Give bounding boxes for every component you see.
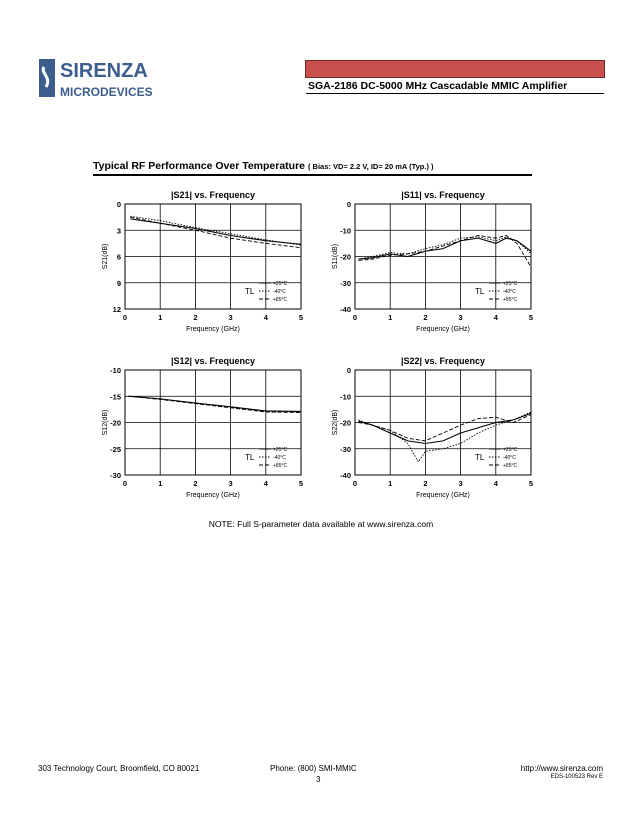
x-tick-label: 3 [458, 479, 463, 488]
footer-phone: Phone: (800) SMI-MMIC [270, 764, 357, 773]
y-tick-label: -40 [340, 305, 351, 314]
header-color-bar [305, 60, 605, 78]
series-line [359, 236, 531, 268]
legend-entry: -40°C [273, 289, 286, 295]
x-tick-label: 3 [228, 313, 233, 322]
x-axis-label: Frequency (GHz) [416, 326, 470, 333]
y-tick-label: 0 [346, 200, 351, 209]
y-tick-label: -15 [110, 392, 121, 402]
chart-title: |S21| vs. Frequency [170, 190, 256, 200]
legend-entry: +25°C [273, 281, 288, 287]
s11-chart [325, 184, 545, 336]
y-tick-label: 6 [116, 252, 121, 262]
y-tick-label: -30 [340, 278, 351, 288]
logo-sub-text: MICRODEVICES [60, 85, 153, 99]
legend-entry: +25°C [273, 447, 288, 453]
y-tick-label: 9 [116, 278, 121, 288]
logo-main-text: SIRENZA [60, 60, 148, 82]
y-tick-label: -30 [340, 444, 351, 454]
series-line [359, 238, 531, 259]
s21-chart [95, 184, 315, 336]
page-number: 3 [316, 775, 321, 784]
header-rule [306, 93, 604, 94]
x-tick-label: 2 [423, 479, 428, 488]
legend-entry: -40°C [503, 289, 516, 295]
sirenza-logo [36, 55, 156, 101]
x-tick-label: 5 [528, 479, 534, 488]
x-tick-label: 5 [298, 479, 304, 488]
x-tick-label: 0 [352, 479, 358, 488]
y-tick-label: -30 [110, 471, 121, 480]
x-tick-label: 4 [263, 313, 268, 322]
x-axis-label: Frequency (GHz) [416, 492, 470, 499]
chart-title: |S22| vs. Frequency [400, 356, 486, 366]
y-tick-label: 12 [112, 305, 121, 314]
note-text: NOTE: Full S-parameter data available at www.sirenza.com [208, 519, 434, 529]
legend-title: TL [475, 453, 485, 462]
y-tick-label: -25 [110, 444, 121, 454]
legend-entry: +85°C [273, 297, 288, 303]
x-tick-label: 5 [528, 313, 534, 322]
legend-title: TL [245, 453, 255, 462]
x-tick-label: 1 [388, 479, 393, 488]
x-tick-label: 0 [122, 479, 128, 488]
document-title: SGA-2186 DC-5000 MHz Cascadable MMIC Amplifier [308, 80, 568, 92]
legend-entry: +85°C [503, 463, 518, 469]
y-tick-label: -20 [110, 418, 121, 428]
series-line [129, 396, 301, 412]
x-tick-label: 0 [122, 313, 128, 322]
y-tick-label: 0 [346, 366, 351, 375]
x-axis-label: Frequency (GHz) [186, 326, 240, 333]
series-line [359, 415, 531, 441]
footer-url: http://www.sirenza.com [520, 764, 603, 773]
legend-entry: -40°C [503, 455, 516, 461]
section-title [93, 160, 434, 172]
section-bias: ( Bias: VD= 2.2 V, ID= 20 mA (Typ.) ) [307, 162, 434, 171]
x-tick-label: 3 [228, 479, 233, 488]
footer-doc-id: EDS-100523 Rev E [550, 774, 603, 780]
footer-address: 303 Technology Court, Broomfield, CO 80021 [38, 764, 200, 773]
legend-entry: +85°C [503, 297, 518, 303]
y-tick-label: -20 [340, 418, 351, 428]
x-tick-label: 1 [388, 313, 393, 322]
x-tick-label: 2 [423, 313, 428, 322]
x-tick-label: 3 [458, 313, 463, 322]
legend-entry: +25°C [503, 281, 518, 287]
legend-entry: +25°C [503, 447, 518, 453]
y-tick-label: 3 [116, 226, 121, 236]
legend-entry: -40°C [273, 455, 286, 461]
y-axis-label: S22(dB) [332, 409, 339, 436]
y-axis-label: S21(dB) [102, 243, 109, 270]
legend-title: TL [475, 287, 485, 296]
x-tick-label: 1 [158, 479, 163, 488]
s22-chart [325, 350, 545, 502]
chart-title: |S12| vs. Frequency [170, 356, 256, 366]
x-tick-label: 4 [493, 313, 498, 322]
y-tick-label: -10 [340, 392, 351, 402]
x-tick-label: 4 [493, 479, 498, 488]
section-title-text: Typical RF Performance Over Temperature [93, 160, 306, 172]
x-axis-label: Frequency (GHz) [186, 492, 240, 499]
legend-title: TL [245, 287, 255, 296]
x-tick-label: 1 [158, 313, 163, 322]
y-axis-label: S12(dB) [102, 409, 109, 436]
x-tick-label: 2 [193, 313, 198, 322]
legend-entry: +85°C [273, 463, 288, 469]
x-tick-label: 4 [263, 479, 268, 488]
s12-chart [95, 350, 315, 502]
series-line [130, 216, 301, 245]
y-tick-label: -20 [340, 252, 351, 262]
x-tick-label: 5 [298, 313, 304, 322]
y-tick-label: 0 [116, 200, 121, 209]
x-tick-label: 2 [193, 479, 198, 488]
y-tick-label: -10 [340, 226, 351, 236]
chart-title: |S11| vs. Frequency [401, 190, 485, 200]
x-tick-label: 0 [352, 313, 358, 322]
section-rule [93, 174, 532, 176]
y-axis-label: S11(dB) [332, 243, 339, 270]
y-tick-label: -40 [340, 471, 351, 480]
y-tick-label: -10 [110, 366, 121, 375]
